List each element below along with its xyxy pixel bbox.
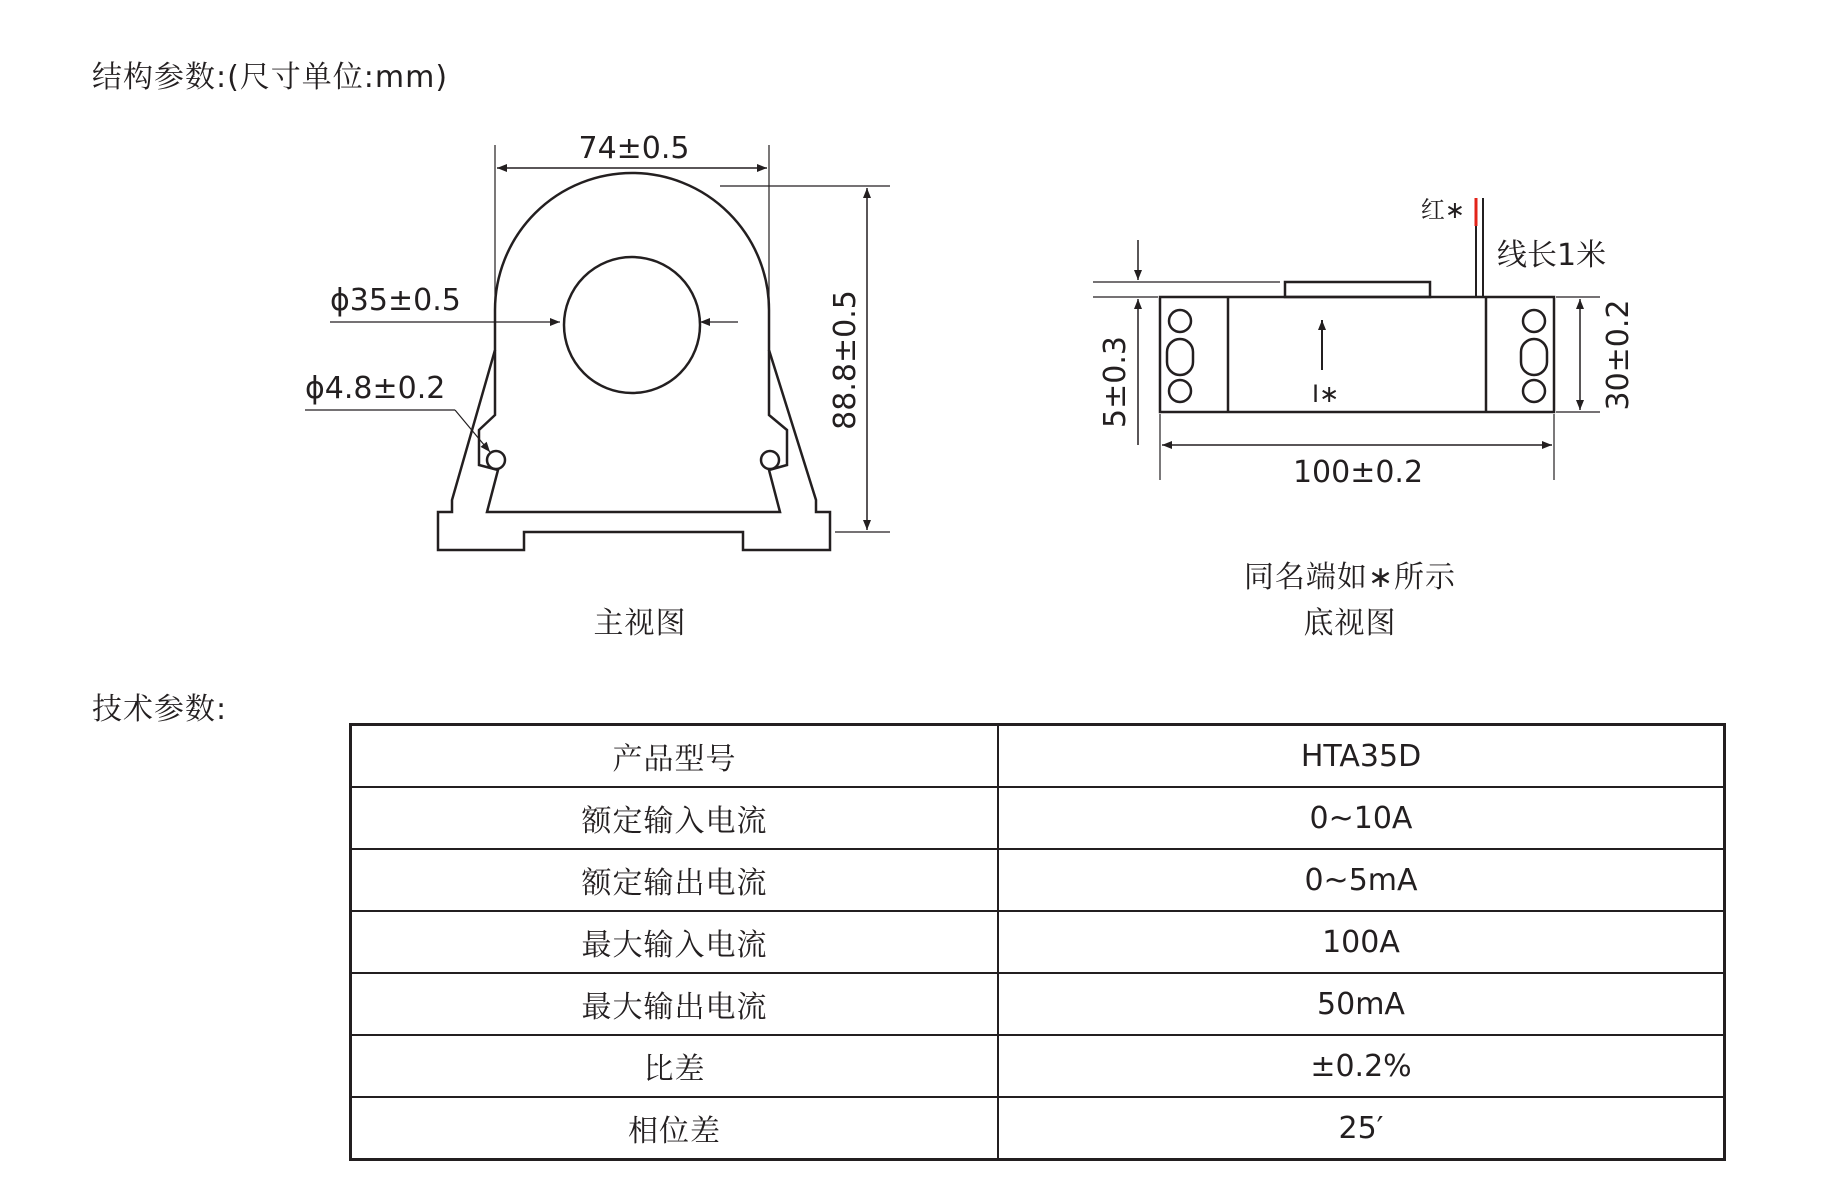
table-row — [351, 725, 1725, 788]
bottom-view-caption: 底视图 — [1303, 606, 1397, 641]
value-cell: 100A — [998, 911, 1725, 973]
param-cell: 比差 — [351, 1035, 999, 1097]
terminal-left-slot — [1167, 339, 1193, 375]
height-dim-label: 88.8±0.5 — [828, 290, 863, 430]
spec-table — [349, 723, 1726, 1161]
param-cell: 额定输入电流 — [351, 787, 999, 849]
table-row — [351, 1035, 1725, 1097]
table-row — [351, 1097, 1725, 1160]
bottom-view-body — [1160, 297, 1554, 412]
table-row — [351, 973, 1725, 1035]
value-cell: 25′ — [998, 1097, 1725, 1160]
param-cell: 最大输入电流 — [351, 911, 999, 973]
front-view-center-hole — [564, 257, 700, 393]
width-dim-label: 74±0.5 — [578, 131, 690, 166]
value-cell: 0~10A — [998, 787, 1725, 849]
table-row — [351, 787, 1725, 849]
bottom-height-dim-label: 30±0.2 — [1601, 299, 1636, 411]
front-view-inner-profile — [479, 350, 787, 512]
mount-hole-dim-label: ϕ4.8±0.2 — [305, 371, 446, 406]
bottom-view-top-tab — [1285, 282, 1430, 297]
front-view-drawing — [305, 145, 890, 550]
value-cell: HTA35D — [998, 725, 1725, 788]
terminal-left-top — [1169, 310, 1191, 332]
value-cell: ±0.2% — [998, 1035, 1725, 1097]
terminal-right-top — [1523, 310, 1545, 332]
param-cell: 产品型号 — [351, 725, 999, 788]
mount-hole-right — [761, 451, 779, 469]
depth-dim-label: 5±0.3 — [1098, 336, 1133, 428]
mount-hole-left — [487, 451, 505, 469]
param-cell: 相位差 — [351, 1097, 999, 1160]
front-view-body-outline — [438, 173, 830, 550]
param-cell: 额定输出电流 — [351, 849, 999, 911]
value-cell: 50mA — [998, 973, 1725, 1035]
value-cell: 0~5mA — [998, 849, 1725, 911]
structure-params-heading: 结构参数:(尺寸单位:mm) — [92, 60, 449, 95]
param-cell: 最大输出电流 — [351, 973, 999, 1035]
wire-length-label: 线长1米 — [1497, 238, 1607, 273]
terminal-right-slot — [1521, 339, 1547, 375]
table-row — [351, 911, 1725, 973]
hole-dim-label: ϕ35±0.5 — [330, 283, 461, 318]
terminal-right-bottom — [1523, 380, 1545, 402]
wire-red-label: 红∗ — [1420, 196, 1465, 224]
current-label: I∗ — [1312, 380, 1340, 408]
front-view-caption: 主视图 — [593, 606, 687, 641]
length-dim-label: 100±0.2 — [1292, 455, 1424, 490]
polarity-note: 同名端如∗所示 — [1243, 560, 1457, 595]
technical-params-heading: 技术参数: — [92, 692, 228, 727]
table-row — [351, 849, 1725, 911]
terminal-left-bottom — [1169, 380, 1191, 402]
